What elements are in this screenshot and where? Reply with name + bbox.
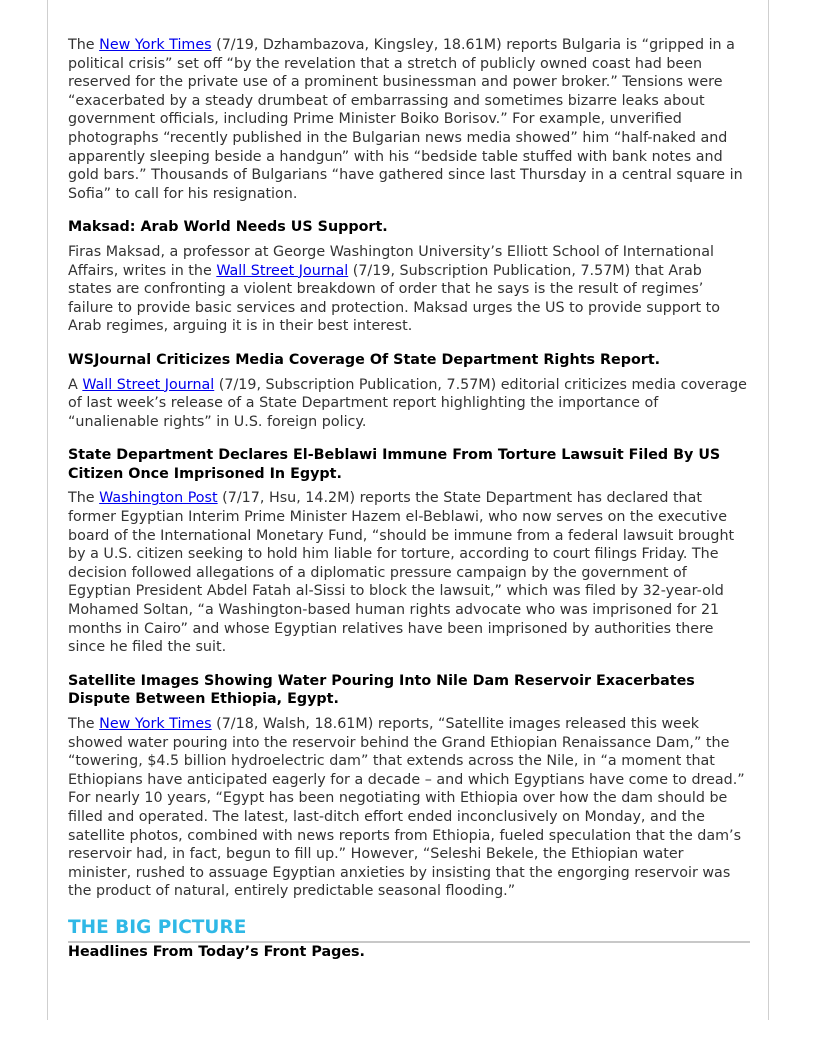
section-heading-big-picture: THE BIG PICTURE: [68, 916, 750, 943]
story-headline: Satellite Images Showing Water Pouring Into Nile Dam Reservoir Exacerbates Dispute Between Ethiopia, Egypt.: [68, 672, 695, 708]
publication-link-wall-street-journal[interactable]: Wall Street Journal: [216, 262, 349, 279]
story-body: A Wall Street Journal (7/19, Subscription Publication, 7.57M) editorial criticizes media coverage of last week’s release of a State Department report highlighting the importance of “unalienable rights” in U.S. foreign policy.: [68, 376, 747, 430]
publication-link-wall-street-journal[interactable]: Wall Street Journal: [82, 376, 215, 393]
story-body: The New York Times (7/19, Dzhambazova, Kingsley, 18.61M) reports Bulgaria is “gripped in a political crisis” set off “by the revelation that a stretch of publicly owned coast had been reserved for the private use of a prominent businessman and power broker.” Tensions were “exacerbated by a steady drumbeat of embarrassing and sometimes bizarre leaks about government officials, including Prime Minister Boiko Borisov.” For example, unverified photographs “recently published in the Bulgarian news media showed” him “half-naked and apparently sleeping beside a handgun” with his “bedside table stuffed with bank notes and gold bars.” Thousands of Bulgarians “have gathered since last Thursday in a central square in Sofia” to call for his resignation.: [68, 37, 743, 202]
story-bulgaria: [68, 36, 750, 203]
newsletter-content: [68, 36, 750, 968]
publication-link-new-york-times[interactable]: New York Times: [99, 37, 212, 53]
story-body: Firas Maksad, a professor at George Washington University’s Elliott School of International Affairs, writes in the Wall Street Journal (7/19, Subscription Publication, 7.57M) that Arab states are confronting a violent breakdown of order that he says is the result of regimes’ failure to provide basic services and protection. Maksad urges the US to provide support to Arab regimes, arguing it is in their best interest.: [68, 243, 721, 335]
story-headline: State Department Declares El-Beblawi Immune From Torture Lawsuit Filed By US Citizen Once Imprisoned In Egypt.: [68, 447, 721, 482]
publication-link-new-york-times[interactable]: New York Times: [99, 716, 212, 732]
story-el-beblawi: [68, 446, 750, 657]
publication-link-washington-post[interactable]: Washington Post: [99, 490, 218, 507]
story-headline: WSJournal Criticizes Media Coverage Of State Department Rights Report.: [68, 351, 661, 368]
story-nile-dam: [68, 672, 750, 901]
story-maksad: [68, 218, 750, 336]
story-body: The New York Times (7/18, Walsh, 18.61M) reports, “Satellite images released this week showed water pouring into the reservoir behind the Grand Ethiopian Renaissance Dam,” the “towering, $4.5 billion hydroelectric dam” that extends across the Nile, in “a moment that Ethiopians have anticipated eagerly for a decade – and which Egyptians have come to dread.” For nearly 10 years, “Egypt has been negotiating with Ethiopia over how the dam should be filled and operated. The latest, last-ditch effort ended inconclusively on Monday, and the satellite photos, combined with news reports from Ethiopia, fueled speculation that the dam’s reservoir had, in fact, begun to fill up.” However, “Seleshi Bekele, the Ethiopian water minister, rushed to assuage Egyptian anxieties by insisting that the engorging reservoir was the product of natural, entirely predictable seasonal flooding.”: [68, 716, 745, 900]
story-headline: Headlines From Today’s Front Pages.: [68, 943, 365, 960]
story-headline: Maksad: Arab World Needs US Support.: [68, 219, 388, 236]
story-body: The Washington Post (7/17, Hsu, 14.2M) reports the State Department has declared that former Egyptian Interim Prime Minister Hazem el-Beblawi, who now serves on the executive board of the International Monetary Fund, “should be immune from a federal lawsuit brought by a U.S. citizen seeking to hold him liable for torture, according to court filings Friday. The decision followed allegations of a diplomatic pressure campaign by the government of Egyptian President Abdel Fatah al-Sissi to block the lawsuit,” which was filed by 32-year-old Mohamed Soltan, “a Washington-based human rights advocate who was imprisoned for 21 months in Cairo” and whose Egyptian relatives have been imprisoned by authorities there since he filed the suit.: [68, 490, 735, 656]
story-wsj-editorial: [68, 351, 750, 431]
